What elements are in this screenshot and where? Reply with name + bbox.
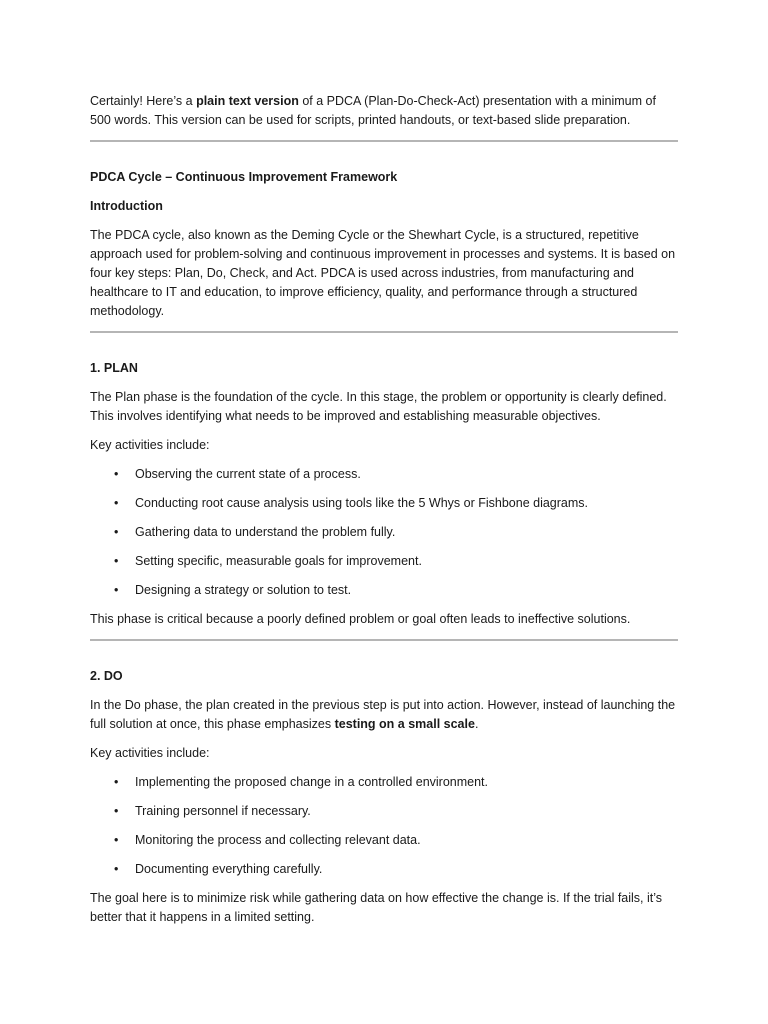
list-item-text: Monitoring the process and collecting relevant data. — [135, 833, 421, 847]
list-item — [90, 494, 678, 513]
list-item — [90, 773, 678, 792]
list-item — [90, 860, 678, 879]
divider — [90, 331, 678, 333]
list-item-text: Training personnel if necessary. — [135, 804, 311, 818]
intro-text-end: of a PDCA (Plan-Do-Check-Act) presentation with a minimum of 500 words. This version can be used for scripts, printed handouts, or text-based slide preparation. — [90, 94, 656, 127]
bullet-icon: • — [114, 804, 119, 818]
plan-closing-paragraph: This phase is critical because a poorly defined problem or goal often leads to ineffective solutions. — [90, 612, 631, 626]
list-item-text: Designing a strategy or solution to test. — [135, 583, 352, 597]
bullet-icon: • — [114, 467, 119, 481]
intro-paragraph — [90, 92, 678, 130]
bullet-icon: • — [114, 554, 119, 568]
list-item — [90, 552, 678, 571]
plan-activities-list — [90, 465, 678, 600]
do-closing-paragraph: The goal here is to minimize risk while gathering data on how effective the change is. If the trial fails, it’s better that it happens in a limited setting. — [90, 891, 663, 924]
list-item-text: Conducting root cause analysis using tools like the 5 Whys or Fishbone diagrams. — [135, 496, 589, 510]
do-text-start: In the Do phase, the plan created in the previous step is put into action. However, instead of launching the full solution at once, this phase emphasizes — [90, 698, 676, 731]
bullet-icon: • — [114, 775, 119, 789]
list-item — [90, 802, 678, 821]
do-activities-label: Key activities include: — [90, 746, 210, 760]
plan-paragraph: The Plan phase is the foundation of the cycle. In this stage, the problem or opportunity is clearly defined. This involves identifying what needs to be improved and establishing measurable objectives. — [90, 390, 667, 423]
bullet-icon: • — [114, 583, 119, 597]
bullet-icon: • — [114, 833, 119, 847]
do-text-end: . — [474, 717, 479, 731]
divider — [90, 639, 678, 641]
list-item — [90, 523, 678, 542]
do-heading: 2. DO — [90, 669, 123, 683]
list-item — [90, 465, 678, 484]
do-activities-list — [90, 773, 678, 879]
bullet-icon: • — [114, 862, 119, 876]
divider — [90, 140, 678, 142]
list-item-text: Gathering data to understand the problem fully. — [135, 525, 396, 539]
list-item-text: Observing the current state of a process. — [135, 467, 361, 481]
intro-bold-phrase: plain text version — [196, 94, 299, 108]
list-item — [90, 831, 678, 850]
list-item-text: Implementing the proposed change in a controlled environment. — [135, 775, 488, 789]
introduction-heading: Introduction — [90, 199, 163, 213]
document-title: PDCA Cycle – Continuous Improvement Framework — [90, 170, 398, 184]
do-paragraph — [90, 696, 678, 734]
do-bold-phrase: testing on a small scale — [334, 717, 475, 731]
plan-heading: 1. PLAN — [90, 361, 138, 375]
plan-activities-label: Key activities include: — [90, 438, 210, 452]
list-item-text: Setting specific, measurable goals for improvement. — [135, 554, 422, 568]
list-item — [90, 581, 678, 600]
bullet-icon: • — [114, 496, 119, 510]
bullet-icon: • — [114, 525, 119, 539]
list-item-text: Documenting everything carefully. — [135, 862, 323, 876]
introduction-paragraph: The PDCA cycle, also known as the Deming Cycle or the Shewhart Cycle, is a structured, repetitive approach used for problem-solving and continuous improvement in processes and systems. It is based on four key steps: Plan, Do, Check, and Act. PDCA is used across industries, from manufacturing and healthcare to IT and education, to improve efficiency, quality, and performance through a structured methodology. — [90, 228, 676, 318]
intro-text-start: Certainly! Here’s a — [90, 94, 197, 108]
